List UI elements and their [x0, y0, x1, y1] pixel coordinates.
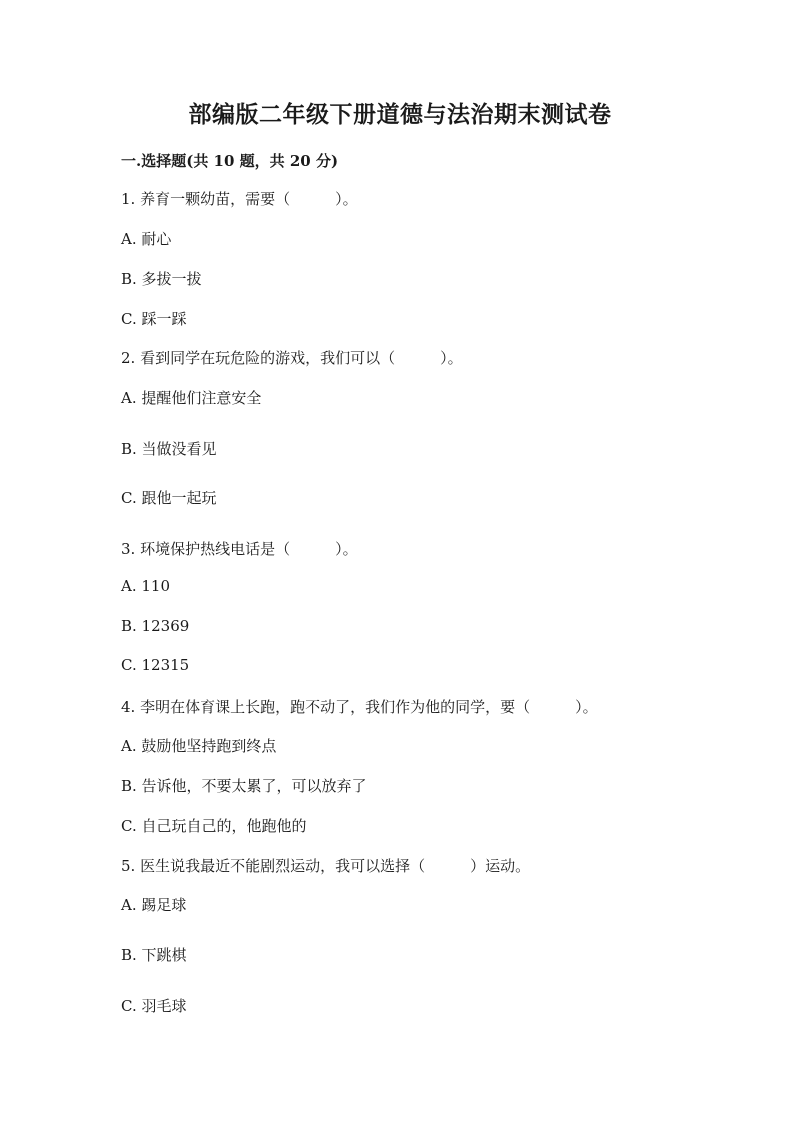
question-4-option-c: C. 自己玩自己的，他跑他的 [121, 817, 307, 835]
question-3-option-c: C. 12315 [121, 656, 190, 674]
question-2-stem: 2. 看到同学在玩危险的游戏，我们可以（ ）。 [121, 349, 463, 367]
section-heading: 一.选择题(共 10 题，共 20 分) [121, 152, 339, 170]
question-4-option-a: A. 鼓励他坚持跑到终点 [121, 737, 277, 755]
question-3-option-b: B. 12369 [121, 617, 190, 635]
question-2-option-c: C. 跟他一起玩 [121, 489, 217, 507]
question-1-option-b: B. 多拔一拔 [121, 270, 202, 288]
question-5-stem: 5. 医生说我最近不能剧烈运动，我可以选择（ ）运动。 [121, 857, 531, 875]
question-4-stem: 4. 李明在体育课上长跑，跑不动了，我们作为他的同学，要（ ）。 [121, 698, 598, 716]
question-1-option-c: C. 踩一踩 [121, 310, 187, 328]
question-5-option-c: C. 羽毛球 [121, 997, 187, 1015]
question-4-option-b: B. 告诉他，不要太累了，可以放弃了 [121, 777, 367, 795]
question-2-option-a: A. 提醒他们注意安全 [121, 389, 262, 407]
page-title: 部编版二年级下册道德与法治期末测试卷 [188, 101, 612, 128]
question-1-stem: 1. 养育一颗幼苗，需要（ ）。 [121, 190, 358, 208]
question-5-option-a: A. 踢足球 [121, 896, 187, 914]
question-3-option-a: A. 110 [121, 577, 170, 595]
question-2-option-b: B. 当做没看见 [121, 440, 217, 458]
question-5-option-b: B. 下跳棋 [121, 946, 187, 964]
question-1-option-a: A. 耐心 [121, 230, 172, 248]
question-3-stem: 3. 环境保护热线电话是（ ）。 [121, 540, 358, 558]
